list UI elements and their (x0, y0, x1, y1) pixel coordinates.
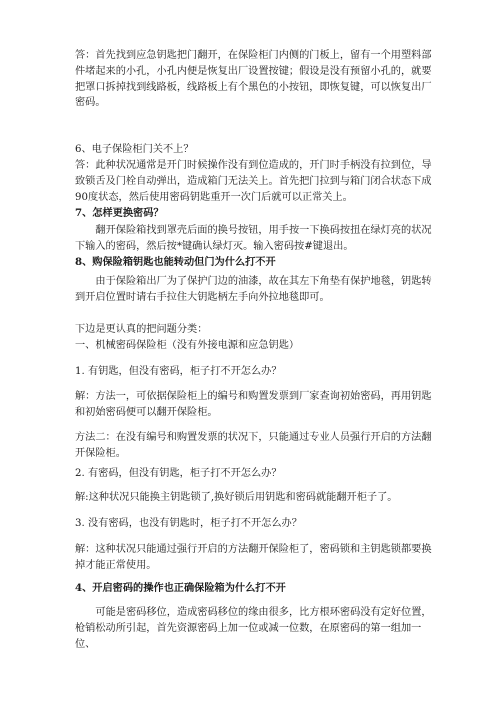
section-intro: 下边是更认真的把问题分类： (75, 324, 208, 335)
question-3: 3. 没有密码，也没有钥匙时，柜子打不开怎么办？ (75, 518, 302, 529)
question-heading-7: 7、怎样更换密码？ (75, 207, 164, 219)
solution-1-method-2: 方法二：在没有编号和购置发票的状况下，只能通过专业人员强行开启的方法翻开保险柜。 (75, 432, 432, 459)
question-heading-4: 4、开启密码的操作也正确保险箱为什么打不开 (75, 582, 286, 594)
question-heading-6: 6、电子保险柜门关不上？ (75, 144, 194, 155)
section-heading-mechanical: 一、机械密码保险柜（没有外接电源和应急钥匙） (75, 340, 300, 351)
question-heading-8: 8、购保险箱钥匙也能转动但门为什么打不开 (75, 256, 276, 268)
answer-paragraph-6: 答：此种状况通常是开门时候操作没有到位造成的，开门时手柄没有拉到位，导致锁舌及门栓自动弹出，造成箱门无法关上。首先把门拉到与箱门闭合状态下成90度状态，然后使用密码钥匙重开一次门后就可以正常关上。 (75, 160, 432, 203)
solution-2: 解:这种状况只能换主钥匙锁了,换好锁后用钥匙和密码就能翻开柜子了。 (75, 492, 398, 503)
solution-1-method-1: 解：方法一，可依据保险柜上的编号和购置发票到厂家查询初始密码，再用钥匙和初始密码便可以翻开保险柜。 (75, 391, 432, 418)
question-1: 1. 有钥匙，但没有密码，柜子打不开怎么办？ (75, 366, 282, 377)
answer-paragraph-4: 可能是密码移位，造成密码移位的缘由很多，比方根环密码没有定好位置，枪销松动所引起，首先资源密码上加一位或减一位数，在原密码的第一组加一位、 (75, 607, 432, 650)
question-2: 2. 有密码，但没有钥匙，柜子打不开怎么办？ (75, 468, 282, 479)
solution-3: 解：这种状况只能通过强行开启的方法翻开保险柜了，密码锁和主钥匙锁都要换掉才能正常使用。 (75, 544, 432, 571)
answer-paragraph-7: 翻开保险箱找到罩壳后面的换号按钮，用手按一下换码按扭在绿灯亮的状况下输入的密码，然后按*键确认绿灯灭。输入密码按#键退出。 (75, 225, 432, 252)
answer-paragraph-8: 由于保险箱出厂为了保护门边的油漆，故在其左下角垫有保护地毯，钥匙转到开启位置时请右手拉住大钥匙柄左手向外拉地毯即可。 (75, 276, 432, 303)
answer-paragraph-5: 答：首先找到应急钥匙把门翻开，在保险柜门内侧的门板上，留有一个用塑料部件堵起来的小孔，小孔内便是恢复出厂设置按键；假设是没有预留小孔的，就要把罩口拆掉找到线路板，线路板上有个黑色的小按钮，即恢复键，可以恢复出厂密码。 (75, 50, 432, 109)
